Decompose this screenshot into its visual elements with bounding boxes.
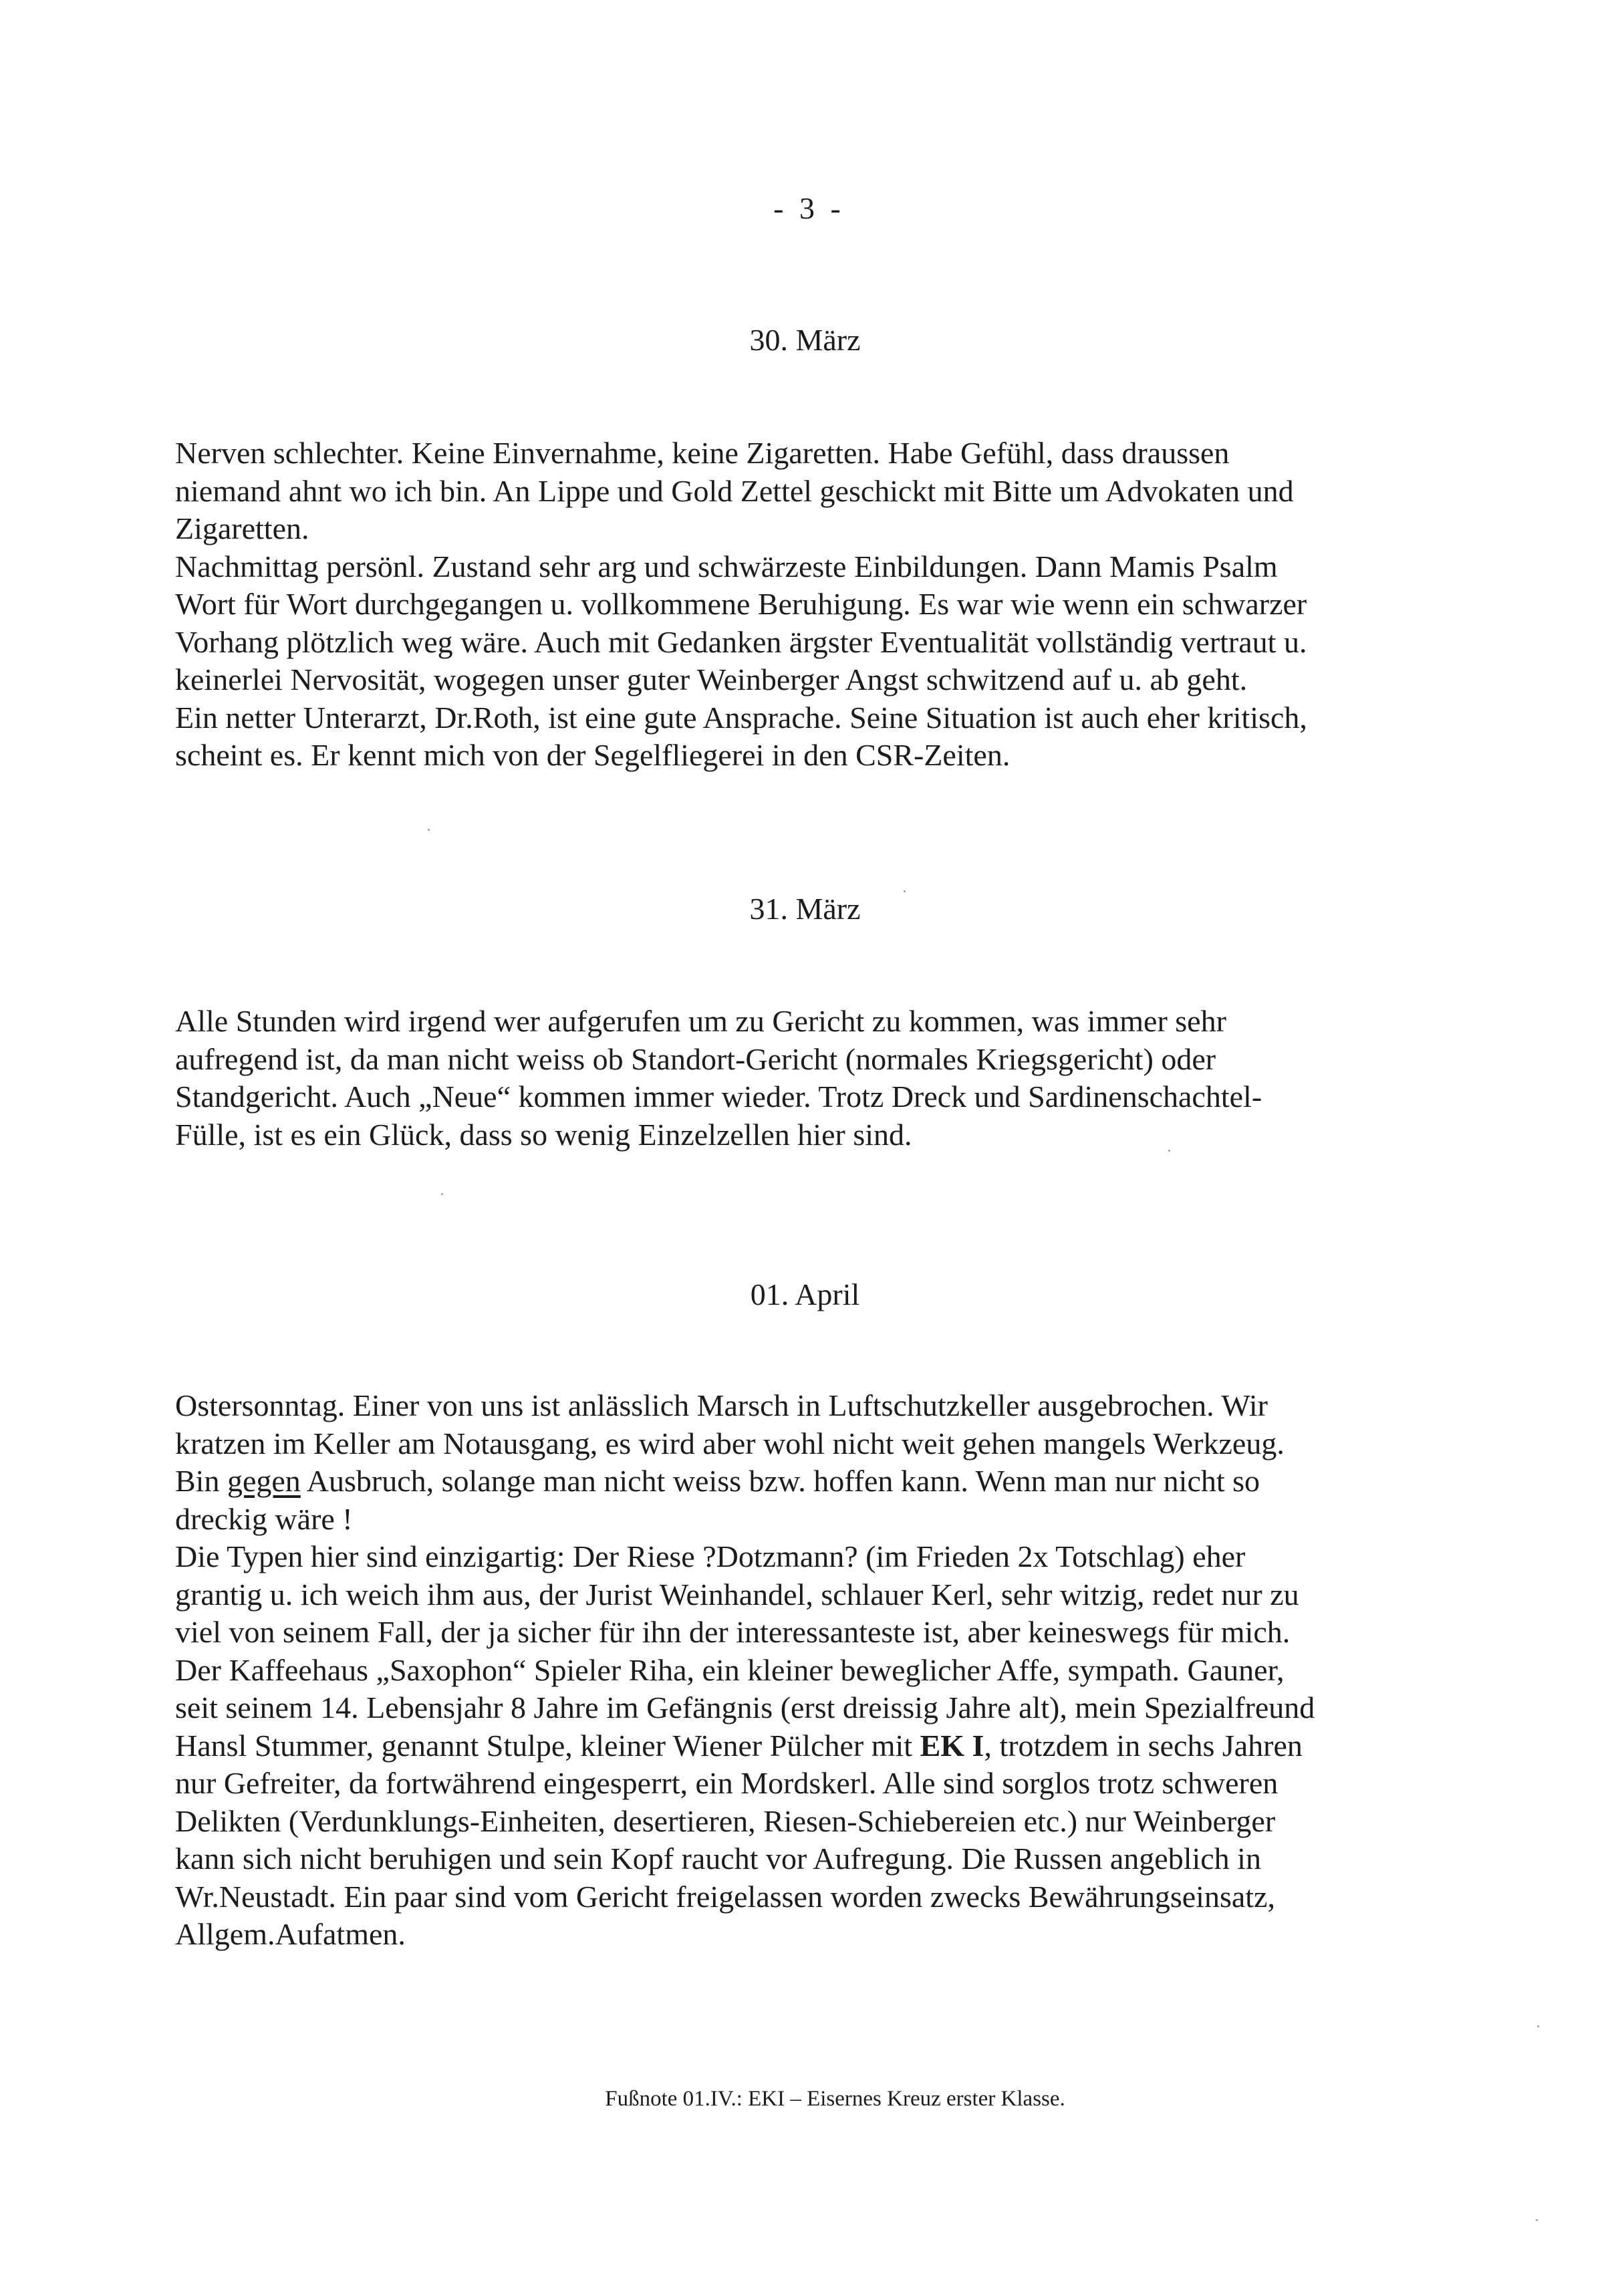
bold-abbreviation: EK I — [920, 1728, 984, 1763]
text-line: Der Kaffeehaus „Saxophon“ Spieler Riha, ein kleiner beweglicher Affe, sympath. Gauner, — [175, 1652, 1285, 1687]
text-line: Allgem.Aufatmen. — [175, 1917, 406, 1951]
text-line: Nachmittag persönl. Zustand sehr arg und schwärzeste Einbildungen. Dann Mamis Psalm — [175, 549, 1278, 584]
scan-speck — [1536, 2219, 1538, 2221]
text-line: Fülle, ist es ein Glück, dass so wenig Einzelzellen hier sind. — [175, 1117, 912, 1152]
text-line: dreckig wäre ! — [175, 1501, 353, 1536]
text-line: kann sich nicht beruhigen und sein Kopf raucht vor Aufregung. Die Russen angeblich in — [175, 1841, 1261, 1876]
entry-date-heading: 30. März — [749, 323, 861, 357]
text-line: Ostersonntag. Einer von uns ist anlässlich Marsch in Luftschutzkeller ausgebrochen. Wir — [175, 1388, 1268, 1422]
text-line — [175, 1727, 1445, 1765]
scan-speck — [428, 829, 430, 831]
scan-speck — [441, 1193, 443, 1195]
text-line: keinerlei Nervosität, wogegen unser guter Weinberger Angst schwitzend auf u. ab geht. — [175, 662, 1248, 696]
text-line: scheint es. Er kennt mich von der Segelfliegerei in den CSR-Zeiten. — [175, 738, 1011, 772]
text-line: Wort für Wort durchgegangen u. vollkommene Beruhigung. Es war wie wenn ein schwarzer — [175, 587, 1307, 621]
text-line: nur Gefreiter, da fortwährend eingesperrt, ein Mordskerl. Alle sind sorglos trotz schweren — [175, 1766, 1279, 1800]
text-line: Ein netter Unterarzt, Dr.Roth, ist eine gute Ansprache. Seine Situation ist auch eher kritisch, — [175, 700, 1307, 735]
text-line: Die Typen hier sind einzigartig: Der Riese ?Dotzmann? (im Frieden 2x Totschlag) eher — [175, 1539, 1246, 1573]
text-line: Zigaretten. — [175, 511, 309, 545]
text-line: Alle Stunden wird irgend wer aufgerufen um zu Gericht zu kommen, was immer sehr — [175, 1004, 1226, 1038]
text-line: Nerven schlechter. Keine Einvernahme, keine Zigaretten. Habe Gefühl, dass draussen — [175, 436, 1230, 470]
text-line: Standgericht. Auch „Neue“ kommen immer wieder. Trotz Dreck und Sardinenschachtel- — [175, 1079, 1262, 1114]
page-number: - 3 - — [773, 191, 845, 225]
scan-speck — [904, 890, 906, 892]
entry-body — [175, 434, 1445, 775]
scan-speck — [1537, 2025, 1539, 2027]
text-segment: , trotzdem in sechs Jahren — [984, 1728, 1303, 1763]
underlined-word: gegen — [227, 1464, 301, 1498]
entry-date-heading: 01. April — [750, 1277, 860, 1311]
text-segment: Ausbruch, solange man nicht weiss bzw. hoffen kann. Wenn man nur nicht so — [300, 1464, 1260, 1498]
scan-speck — [1168, 1150, 1170, 1152]
text-line: seit seinem 14. Lebensjahr 8 Jahre im Gefängnis (erst dreissig Jahre alt), mein Spezialfreund — [175, 1690, 1315, 1725]
footnote: Fußnote 01.IV.: EKI – Eisernes Kreuz erster Klasse. — [605, 2087, 1065, 2111]
entry-body — [175, 1387, 1445, 1954]
text-line: Vorhang plötzlich weg wäre. Auch mit Gedanken ärgster Eventualität vollständig vertraut u. — [175, 624, 1307, 659]
entry-body — [175, 1003, 1445, 1154]
text-line — [175, 1462, 1445, 1501]
entry-date-heading: 31. März — [749, 892, 861, 926]
text-segment: Bin — [175, 1464, 227, 1498]
text-line: niemand ahnt wo ich bin. An Lippe und Gold Zettel geschickt mit Bitte um Advokaten und — [175, 473, 1294, 508]
text-line: kratzen im Keller am Notausgang, es wird aber wohl nicht weit gehen mangels Werkzeug. — [175, 1426, 1285, 1460]
text-line: grantig u. ich weich ihm aus, der Jurist Weinhandel, schlauer Kerl, sehr witzig, redet nur zu — [175, 1577, 1299, 1612]
text-line: aufregend ist, da man nicht weiss ob Standort-Gericht (normales Kriegsgericht) oder — [175, 1041, 1216, 1076]
text-line: viel von seinem Fall, der ja sicher für ihn der interessanteste ist, aber keineswegs für mich. — [175, 1615, 1291, 1649]
text-line: Wr.Neustadt. Ein paar sind vom Gericht freigelassen worden zwecks Bewährungseinsatz, — [175, 1879, 1275, 1914]
text-segment: Hansl Stummer, genannt Stulpe, kleiner Wiener Pülcher mit — [175, 1728, 920, 1763]
text-line: Delikten (Verdunklungs-Einheiten, desertieren, Riesen-Schiebereien etc.) nur Weinberger — [175, 1803, 1276, 1838]
